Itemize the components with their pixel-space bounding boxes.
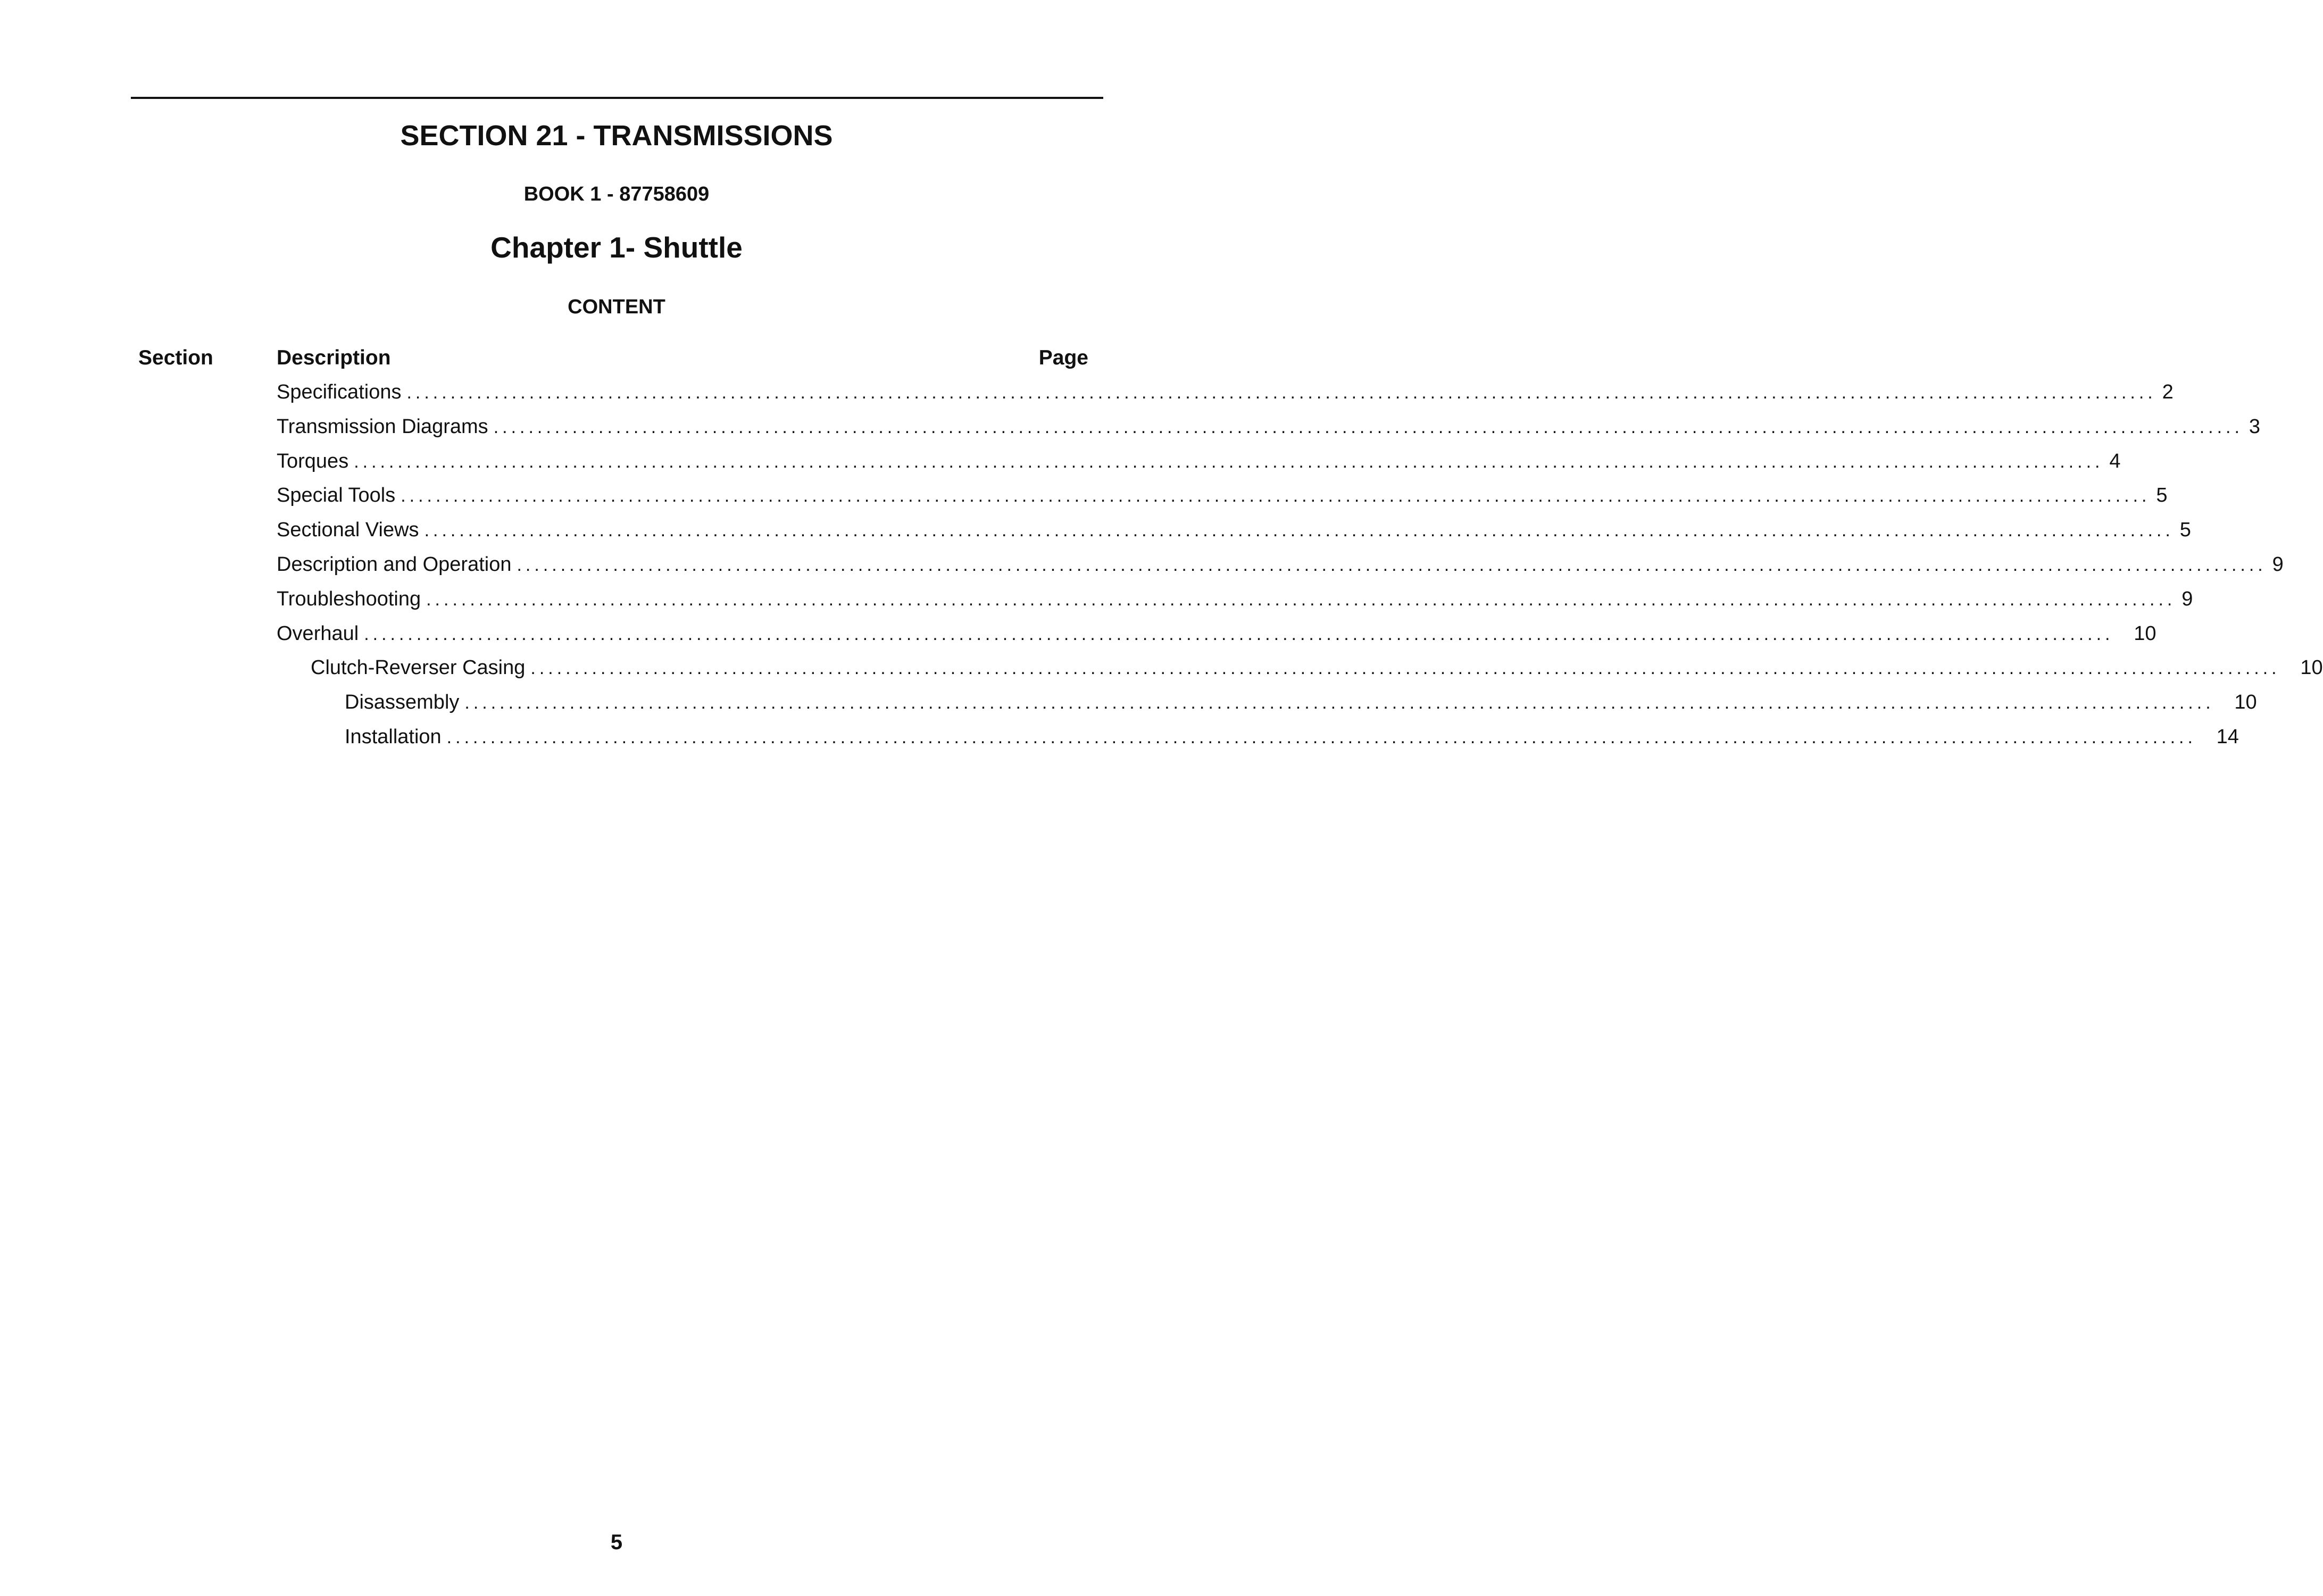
dot-leader: ........................................................................................................................................................................................................ xyxy=(364,624,2114,644)
dot-leader: ........................................................................................................................................................................................................ xyxy=(446,727,2196,747)
toc-entry-sectional-views[interactable] xyxy=(277,517,2191,551)
toc-entry-specifications[interactable] xyxy=(277,379,2174,413)
toc-entry-overhaul[interactable] xyxy=(277,620,2157,655)
top-rule xyxy=(131,97,1103,99)
dot-leader: ........................................................................................................................................................................................................ xyxy=(424,520,2174,541)
toc-entry-label: Description and Operation xyxy=(277,553,512,576)
toc-entry-page: 2 xyxy=(2162,381,2174,403)
toc-entry-page: 3 xyxy=(2249,415,2260,438)
toc-entry-page: 10 xyxy=(2300,656,2323,679)
dot-leader: ........................................................................................................................................................................................................ xyxy=(464,693,2214,713)
toc-entry-label: Sectional Views xyxy=(277,519,419,542)
toc-entry-label: Specifications xyxy=(277,381,402,403)
chapter-title: Chapter 1- Shuttle xyxy=(490,231,743,264)
section-title: SECTION 21 - TRANSMISSIONS xyxy=(400,120,833,152)
toc-entry-troubleshooting[interactable] xyxy=(277,586,2193,620)
dot-leader: ........................................................................................................................................................................................................ xyxy=(426,589,2176,610)
toc-entry-page: 10 xyxy=(2234,691,2257,714)
page-number: 5 xyxy=(610,1531,623,1554)
toc-entry-page: 5 xyxy=(2179,519,2191,542)
column-header-page: Page xyxy=(1038,346,1088,369)
toc-entry-label: Troubleshooting xyxy=(277,587,421,610)
dot-leader: ........................................................................................................................................................................................................ xyxy=(517,554,2267,575)
dot-leader: ........................................................................................................................................................................................................ xyxy=(493,417,2243,437)
toc-entry-page: 5 xyxy=(2156,484,2168,507)
toc-entry-label: Clutch-Reverser Casing xyxy=(311,656,526,679)
column-header-description: Description xyxy=(277,346,391,369)
toc-entry-label: Installation xyxy=(345,725,442,748)
content-title: CONTENT xyxy=(568,296,665,318)
table-of-contents xyxy=(277,379,2323,758)
toc-entry-page: 9 xyxy=(2272,553,2284,576)
toc-entry-label: Torques xyxy=(277,450,349,472)
toc-entry-label: Transmission Diagrams xyxy=(277,415,488,438)
toc-entry-page: 10 xyxy=(2134,622,2157,645)
toc-entry-installation[interactable] xyxy=(277,724,2239,758)
toc-entry-page: 9 xyxy=(2182,587,2193,610)
dot-leader: ........................................................................................................................................................................................................ xyxy=(406,383,2157,403)
toc-entry-description-and-operation[interactable] xyxy=(277,551,2284,586)
toc-entry-label: Overhaul xyxy=(277,622,359,645)
toc-entry-transmission-diagrams[interactable] xyxy=(277,413,2260,448)
column-header-section: Section xyxy=(138,346,213,369)
dot-leader: ........................................................................................................................................................................................................ xyxy=(401,486,2151,506)
toc-entry-label: Disassembly xyxy=(345,691,460,714)
book-title: BOOK 1 - 87758609 xyxy=(523,183,710,205)
toc-entry-special-tools[interactable] xyxy=(277,482,2168,517)
toc-entry-clutch-reverser-casing[interactable] xyxy=(277,654,2323,689)
dot-leader: ........................................................................................................................................................................................................ xyxy=(354,451,2104,472)
dot-leader: ........................................................................................................................................................................................................ xyxy=(530,658,2280,679)
toc-entry-page: 4 xyxy=(2109,450,2121,472)
toc-entry-torques[interactable] xyxy=(277,448,2121,483)
toc-entry-disassembly[interactable] xyxy=(277,689,2257,724)
toc-entry-page: 14 xyxy=(2216,725,2239,748)
toc-entry-label: Special Tools xyxy=(277,484,396,507)
